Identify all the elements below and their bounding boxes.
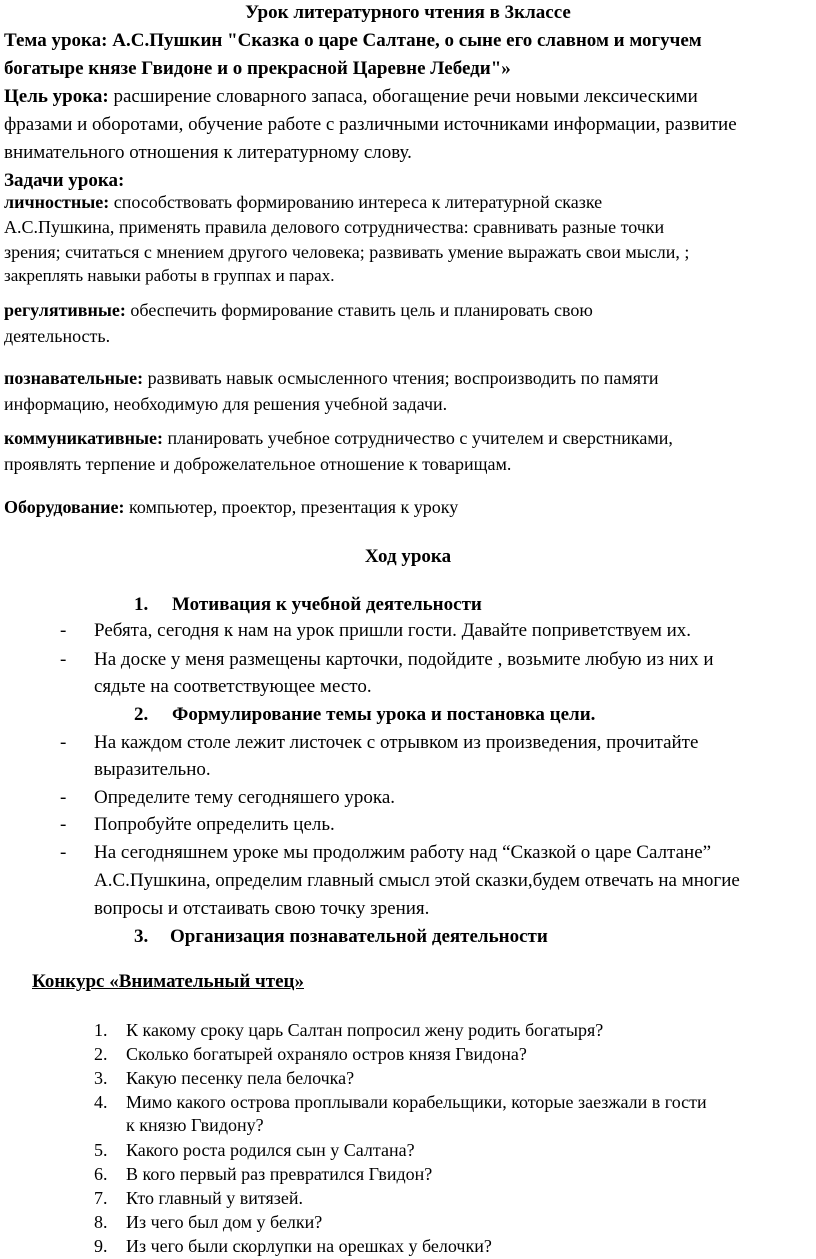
stage-2-item-4a: На сегодняшнем уроке мы продолжим работу над “Сказкой о царе Салтане” — [94, 842, 712, 863]
question-number: 9. — [94, 1236, 108, 1256]
equipment-text: компьютер, проектор, презентация к уроку — [124, 497, 459, 517]
stage-1-item-2b: сядьте на соответствующее место. — [94, 676, 372, 697]
question-text: Мимо какого острова проплывали корабельщики, которые заезжали в гости — [126, 1092, 707, 1112]
stage-2-title: Формулирование темы урока и постановка цели. — [172, 704, 596, 725]
cognitive-label: познавательные: — [4, 368, 144, 388]
equipment-label: Оборудование: — [4, 497, 125, 517]
question-number: 6. — [94, 1164, 108, 1184]
communicative-line-2: проявлять терпение и доброжелательное отношение к товарищам. — [4, 454, 512, 474]
personal-line-2: А.С.Пушкина, применять правила делового сотрудничества: сравнивать разные точки — [4, 217, 665, 237]
personal-text-1: способствовать формированию интереса к литературной сказке — [109, 192, 603, 212]
tasks-heading: Задачи урока: — [4, 170, 125, 191]
question-text: Кто главный у витязей. — [126, 1188, 304, 1208]
stage-2-item-1b: выразительно. — [94, 759, 211, 780]
communicative-text-1: планировать учебное сотрудничество с учителем и сверстниками, — [163, 428, 673, 448]
personal-line-3: зрения; считаться с мнением другого человека; развивать умение выражать свои мысли, ; — [4, 242, 690, 262]
regulatory-label: регулятивные: — [4, 300, 126, 320]
question-text: Какую песенку пела белочка? — [126, 1068, 355, 1088]
stage-2-item-4c: вопросы и отстаивать свою точку зрения. — [94, 898, 430, 919]
stage-1-item-2a: На доске у меня размещены карточки, подойдите , возьмите любую из них и — [94, 649, 714, 670]
topic-label: Тема урока: — [4, 30, 108, 51]
page-title: Урок литературного чтения в 3классе — [245, 2, 571, 23]
cognitive-text-1: развивать навык осмысленного чтения; воспроизводить по памяти — [143, 368, 659, 388]
stage-3-number: 3. — [134, 926, 149, 947]
stage-2-item-3: Попробуйте определить цель. — [94, 814, 335, 835]
bullet-dash: - — [60, 620, 67, 641]
question-number: 3. — [94, 1068, 108, 1088]
personal-line-4: закреплять навыки работы в группах и парах. — [4, 266, 335, 285]
stage-2-item-2: Определите тему сегодняшего урока. — [94, 787, 396, 808]
goal-line-2: фразами и оборотами, обучение работе с различными источниками информации, развитие — [4, 114, 737, 135]
bullet-dash: - — [60, 732, 67, 753]
stage-2-item-1a: На каждом столе лежит листочек с отрывком из произведения, прочитайте — [94, 732, 699, 753]
question-number: 1. — [94, 1020, 108, 1040]
question-text: Какого роста родился сын у Салтана? — [126, 1140, 415, 1160]
topic-line-2: богатыре князе Гвидоне и о прекрасной Царевне Лебеди"» — [4, 58, 511, 79]
question-text-continued: к князю Гвидону? — [126, 1115, 264, 1135]
personal-label: личностные: — [4, 192, 110, 212]
question-text: Из чего были скорлупки на орешках у белочки? — [126, 1236, 492, 1256]
goal-label: Цель урока: — [4, 86, 109, 107]
personal-line-1 — [4, 192, 602, 213]
stage-1-title: Мотивация к учебной деятельности — [172, 594, 482, 615]
stage-1-item-1: Ребята, сегодня к нам на урок пришли гости. Давайте поприветствуем их. — [94, 620, 692, 641]
goal-text-1: расширение словарного запаса, обогащение речи новыми лексическими — [108, 86, 698, 107]
question-number: 4. — [94, 1092, 108, 1112]
cognitive-line-1 — [4, 368, 659, 389]
bullet-dash: - — [60, 814, 67, 835]
regulatory-text-1: обеспечить формирование ставить цель и планировать свою — [125, 300, 593, 320]
question-number: 5. — [94, 1140, 108, 1160]
question-text: Из чего был дом у белки? — [126, 1212, 323, 1232]
contest-title: Конкурс «Внимательный чтец» — [32, 971, 304, 992]
goal-line-3: внимательного отношения к литературному слову. — [4, 142, 412, 163]
bullet-dash: - — [60, 842, 67, 863]
goal-line-1 — [4, 86, 698, 108]
communicative-label: коммуникативные: — [4, 428, 164, 448]
cognitive-line-2: информацию, необходимую для решения учебной задачи. — [4, 394, 448, 414]
stage-1-number: 1. — [134, 594, 149, 615]
question-number: 8. — [94, 1212, 108, 1232]
bullet-dash: - — [60, 649, 67, 670]
question-number: 7. — [94, 1188, 108, 1208]
topic-line-1 — [4, 30, 702, 52]
course-heading: Ход урока — [364, 546, 452, 567]
regulatory-line-2: деятельность. — [4, 326, 111, 346]
communicative-line-1 — [4, 428, 673, 449]
regulatory-line-1 — [4, 300, 593, 321]
stage-2-item-4b: А.С.Пушкина, определим главный смысл этой сказки,будем отвечать на многие — [94, 870, 740, 891]
topic-text-1: А.С.Пушкин "Сказка о царе Салтане, о сыне его славном и могучем — [107, 30, 702, 51]
question-text: В кого первый раз превратился Гвидон? — [126, 1164, 433, 1184]
question-text: Сколько богатырей охраняло остров князя Гвидона? — [126, 1044, 527, 1064]
bullet-dash: - — [60, 787, 67, 808]
equipment-line — [4, 497, 458, 518]
stage-2-number: 2. — [134, 704, 149, 725]
question-text: К какому сроку царь Салтан попросил жену родить богатыря? — [126, 1020, 604, 1040]
question-number: 2. — [94, 1044, 108, 1064]
stage-3-title: Организация познавательной деятельности — [170, 926, 548, 947]
